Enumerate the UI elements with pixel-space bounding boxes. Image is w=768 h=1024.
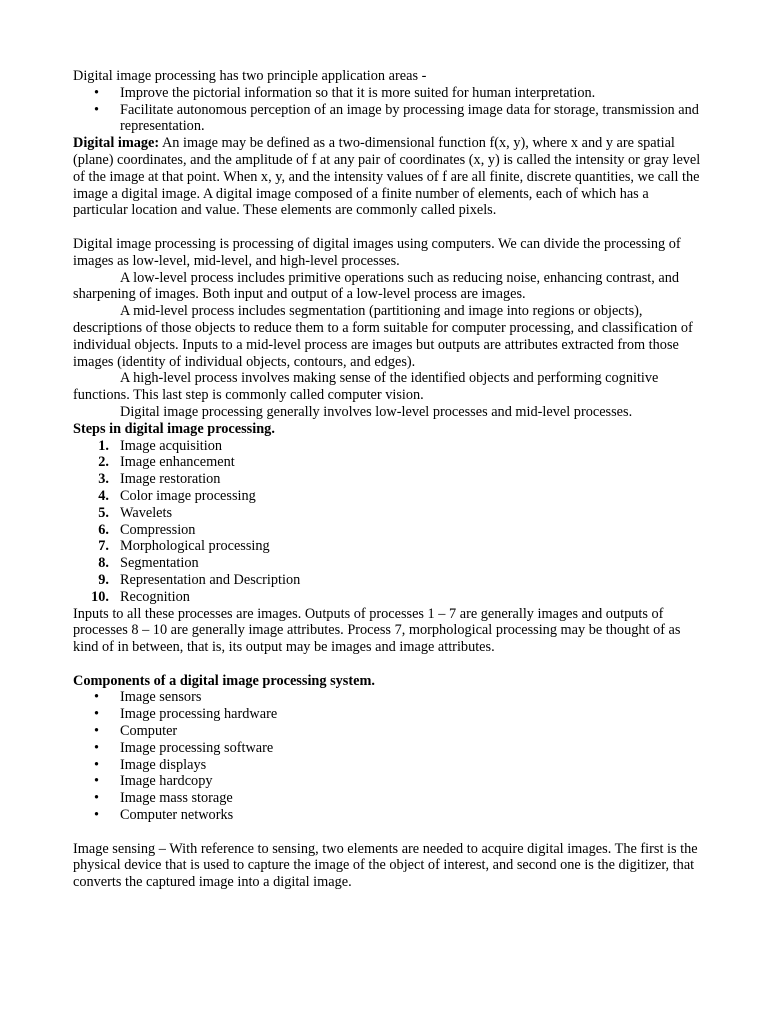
list-item-text: Image restoration (120, 471, 221, 488)
bullet-icon: • (94, 773, 100, 790)
high-level-paragraph: A high-level process involves making sense of the identified objects and performing cognitive functions. This last step is commonly called computer vision. (73, 370, 659, 404)
steps-list (73, 438, 703, 606)
list-number: 2. (98, 454, 109, 471)
list-item (73, 538, 703, 555)
list-number: 4. (98, 487, 109, 504)
list-item-text: Color image processing (120, 487, 256, 504)
list-item (73, 522, 703, 539)
list-item (73, 102, 703, 136)
general-paragraph: Digital image processing generally involves low-level processes and mid-level processes. (120, 403, 633, 420)
bullet-icon: • (94, 689, 100, 706)
list-item (73, 572, 703, 589)
bullet-icon: • (94, 739, 100, 756)
list-item-text: Computer networks (120, 807, 234, 824)
list-number: 9. (98, 571, 109, 588)
list-item-text: Segmentation (120, 555, 199, 572)
list-item-text: Image processing hardware (120, 706, 278, 723)
blank-line (73, 656, 703, 673)
list-number: 7. (98, 538, 109, 555)
list-item (73, 807, 703, 824)
list-item-text: Facilitate autonomous perception of an image by processing image data for storage, transmission and representation. (120, 101, 699, 135)
definition-label: Digital image: (73, 135, 160, 152)
list-number: 5. (98, 504, 109, 521)
list-item-text: Recognition (120, 588, 190, 605)
list-item (73, 723, 703, 740)
definition-paragraph (73, 135, 703, 219)
list-item-text: Compression (120, 521, 196, 538)
blank-line (73, 219, 703, 236)
steps-note-paragraph: Inputs to all these processes are images. Outputs of processes 1 – 7 are generally images and outputs of processes 8 – 10 are generally image attributes. Process 7, morphological processing may be thought of as kind of in between, that is, its output may be images and image attributes. (73, 605, 681, 656)
list-item (73, 740, 703, 757)
bullet-icon: • (94, 790, 100, 807)
list-item (73, 454, 703, 471)
list-item-text: Computer (120, 723, 178, 740)
bullet-icon: • (94, 101, 100, 118)
list-number: 10. (91, 588, 109, 605)
blank-line (73, 824, 703, 841)
intro-paragraph: Digital image processing has two principle application areas - (73, 68, 427, 84)
list-item (73, 505, 703, 522)
list-number: 3. (98, 471, 109, 488)
list-item-text: Image processing software (120, 739, 274, 756)
components-list (73, 689, 703, 823)
bullet-icon: • (94, 706, 100, 723)
list-item (73, 488, 703, 505)
list-item-text: Image acquisition (120, 437, 223, 454)
list-item (73, 555, 703, 572)
definition-text: An image may be defined as a two-dimensional function f(x, y), where x and y are spatial (plane) coordinates, and the amplitude of f at any pair of coordinates (x, y) is called the intensity or gray level of the image at that point. When x, y, and the intensity values of f are all finite, discrete quantities, we call the image a digital image. A digital image composed of a finite number of elements, each of which has a particular location and value. These elements are commonly called pixels. (73, 135, 701, 219)
levels-intro-paragraph: Digital image processing is processing of digital images using computers. We can divide the processing of images as low-level, mid-level, and high-level processes. (73, 235, 681, 269)
bullet-icon: • (94, 84, 100, 101)
list-item (73, 773, 703, 790)
list-item (73, 757, 703, 774)
bullet-icon: • (94, 807, 100, 824)
list-number: 8. (98, 555, 109, 572)
list-item-text: Wavelets (120, 504, 173, 521)
list-item-text: Image sensors (120, 689, 202, 706)
list-item-text: Image displays (120, 756, 207, 773)
list-item-text: Image hardcopy (120, 773, 213, 790)
list-item-text: Image enhancement (120, 454, 235, 471)
application-areas-list (73, 85, 703, 135)
bullet-icon: • (94, 723, 100, 740)
list-item (73, 438, 703, 455)
list-number: 6. (98, 521, 109, 538)
list-item (73, 589, 703, 606)
mid-level-paragraph: A mid-level process includes segmentation (partitioning and image into regions or objects), descriptions of those objects to reduce them to a form suitable for computer processing, and classification of individual objects. Inputs to a mid-level process are images but outputs are attributes extracted from those images (identity of individual objects, contours, and edges). (73, 303, 693, 370)
low-level-paragraph: A low-level process includes primitive operations such as reducing noise, enhancing contrast, and sharpening of images. Both input and output of a low-level process are images. (73, 269, 680, 303)
list-item-text: Morphological processing (120, 538, 270, 555)
components-heading: Components of a digital image processing system. (73, 672, 375, 689)
list-item (73, 471, 703, 488)
bullet-icon: • (94, 756, 100, 773)
document-page (73, 68, 703, 891)
list-number: 1. (98, 437, 109, 454)
steps-heading: Steps in digital image processing. (73, 420, 275, 437)
sensing-paragraph: Image sensing – With reference to sensing, two elements are needed to acquire digital images. The first is the physical device that is used to capture the image of the object of interest, and second one is the digitizer, that converts the captured image into a digital image. (73, 840, 698, 891)
list-item (73, 790, 703, 807)
list-item-text: Improve the pictorial information so that it is more suited for human interpretation. (120, 84, 596, 101)
list-item-text: Image mass storage (120, 790, 233, 807)
list-item-text: Representation and Description (120, 571, 301, 588)
list-item (73, 689, 703, 706)
list-item (73, 85, 703, 102)
list-item (73, 706, 703, 723)
